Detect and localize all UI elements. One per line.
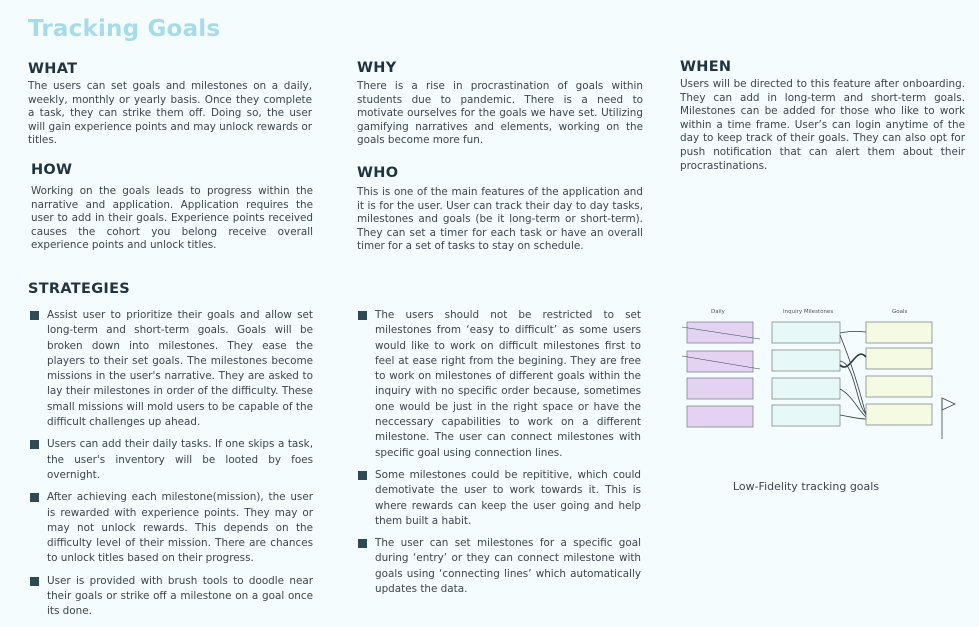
who-body: This is one of the main features of the application and it is for the user. User can track their day to day tasks, milestones and goals (be it long-term or short-term). They can set a timer for each task or have an overall timer for a set of tasks to stay on schedule. xyxy=(357,186,643,253)
connection-line[interactable] xyxy=(840,331,866,333)
page-title: Tracking Goals xyxy=(28,16,221,42)
strategy-item: The users should not be restricted to set milestones from ‘easy to difficult’ as some users would like to work on difficult milestones first to feel at ease right from the begining. They are free to work on milestones of different goals within the inquiry with no specific order because, sometimes one would be just in the right space or have the neccessary capabilities to work on a different milestone. The user can connect milestones with specific goal using connection lines. xyxy=(357,308,641,461)
goals-column-label: Goals xyxy=(892,309,908,315)
milestone-box[interactable] xyxy=(772,378,840,399)
connection-line[interactable] xyxy=(840,415,866,419)
connection-lines xyxy=(840,331,866,419)
bullet-square-icon xyxy=(358,311,367,320)
how-section xyxy=(31,162,313,253)
milestones-column xyxy=(772,322,840,426)
what-body: The users can set goals and milestones on a daily, weekly, monthly or yearly basis. Once they complete a task, they can strike them off. Doing so, the user will gain experience points and may unlock rewards or titles. xyxy=(28,80,312,147)
connection-line[interactable] xyxy=(840,389,866,417)
daily-task-box[interactable] xyxy=(687,378,753,399)
bullet-square-icon xyxy=(30,577,39,586)
connection-line[interactable] xyxy=(840,354,866,367)
goal-box[interactable] xyxy=(866,376,932,397)
bullet-square-icon xyxy=(30,440,39,449)
connection-line[interactable] xyxy=(840,335,866,415)
diagram-caption: Low-Fidelity tracking goals xyxy=(732,480,880,493)
bullet-square-icon xyxy=(30,493,39,502)
bullet-square-icon xyxy=(30,311,39,320)
strategies-right-list xyxy=(357,308,641,604)
why-section xyxy=(357,60,643,148)
strategy-item: Users can add their daily tasks. If one skips a task, the user's inventory will be looted by foes overnight. xyxy=(29,437,313,483)
why-body: There is a rise in procrastination of goals within students due to pandemic. There is a need to motivate ourselves for the goals we have set. Utilizing gamifying narratives and elements, working on the goals become more fun. xyxy=(357,80,643,147)
strategies-heading: STRATEGIES xyxy=(28,281,131,297)
strategy-item: Some milestones could be repititive, which could demotivate the user to work towards it. This is where rewards can keep the user going and help them built a habit. xyxy=(357,468,641,529)
goal-box[interactable] xyxy=(866,322,932,343)
goals-column xyxy=(866,322,932,425)
connection-line[interactable] xyxy=(840,361,866,414)
tracking-goals-wireframe xyxy=(680,305,970,445)
strategy-item: The user can set milestones for a specific goal during ‘entry’ or they can connect milestone with goals using ‘connecting lines’ which automatically updates the data. xyxy=(357,536,641,597)
milestones-column-label: Inquiry Milestones xyxy=(783,309,834,315)
milestone-box[interactable] xyxy=(772,350,840,371)
strategy-item: User is provided with brush tools to doodle near their goals or strike off a milestone on a goal once its done. xyxy=(29,574,313,620)
daily-task-box[interactable] xyxy=(687,406,753,427)
daily-task-box[interactable] xyxy=(687,322,753,343)
daily-column-label: Daily xyxy=(711,309,725,315)
goal-box[interactable] xyxy=(866,348,932,369)
strategy-item: After achieving each milestone(mission), the user is rewarded with experience points. They may or may not unlock rewards. This depends on the difficulty level of their mission. There are chances to unlock titles based on their progress. xyxy=(29,490,313,566)
bullet-square-icon xyxy=(358,539,367,548)
strategies-left-list xyxy=(29,308,313,627)
how-body: Working on the goals leads to progress within the narrative and application. Application requires the user to add in their goals. Experience points received causes the cohort you belong receive overall experience points and unlock titles. xyxy=(31,185,313,252)
who-section xyxy=(357,165,643,254)
bullet-square-icon xyxy=(358,471,367,480)
strategy-item: Assist user to prioritize their goals and allow set long-term and short-term goals. Goals will be broken down into milestones. They ease the players to their set goals. The milestones become missions in the user's narrative. They are asked to lay their milestones in order of the difficulty. These small missions will mold users to be capable of the difficult challenges up ahead. xyxy=(29,308,313,430)
when-section xyxy=(680,59,965,173)
milestone-box[interactable] xyxy=(772,405,840,426)
what-section xyxy=(28,61,312,148)
flag-icon xyxy=(942,398,955,439)
milestone-box[interactable] xyxy=(772,322,840,343)
when-body: Users will be directed to this feature after onboarding. They can add in long-term and short-term goals. Milestones can be added for those who like to work within a time frame. User’s can login anytime of the day to keep track of their goals. They can also opt for push notification that can alert them about their procrastinations. xyxy=(680,78,965,172)
daily-column xyxy=(682,322,760,427)
when-heading: WHEN xyxy=(680,59,732,75)
goal-box[interactable] xyxy=(866,404,932,425)
why-heading: WHY xyxy=(357,60,397,76)
what-heading: WHAT xyxy=(28,61,78,77)
daily-task-box[interactable] xyxy=(687,351,753,372)
who-heading: WHO xyxy=(357,165,399,181)
how-heading: HOW xyxy=(31,162,73,178)
